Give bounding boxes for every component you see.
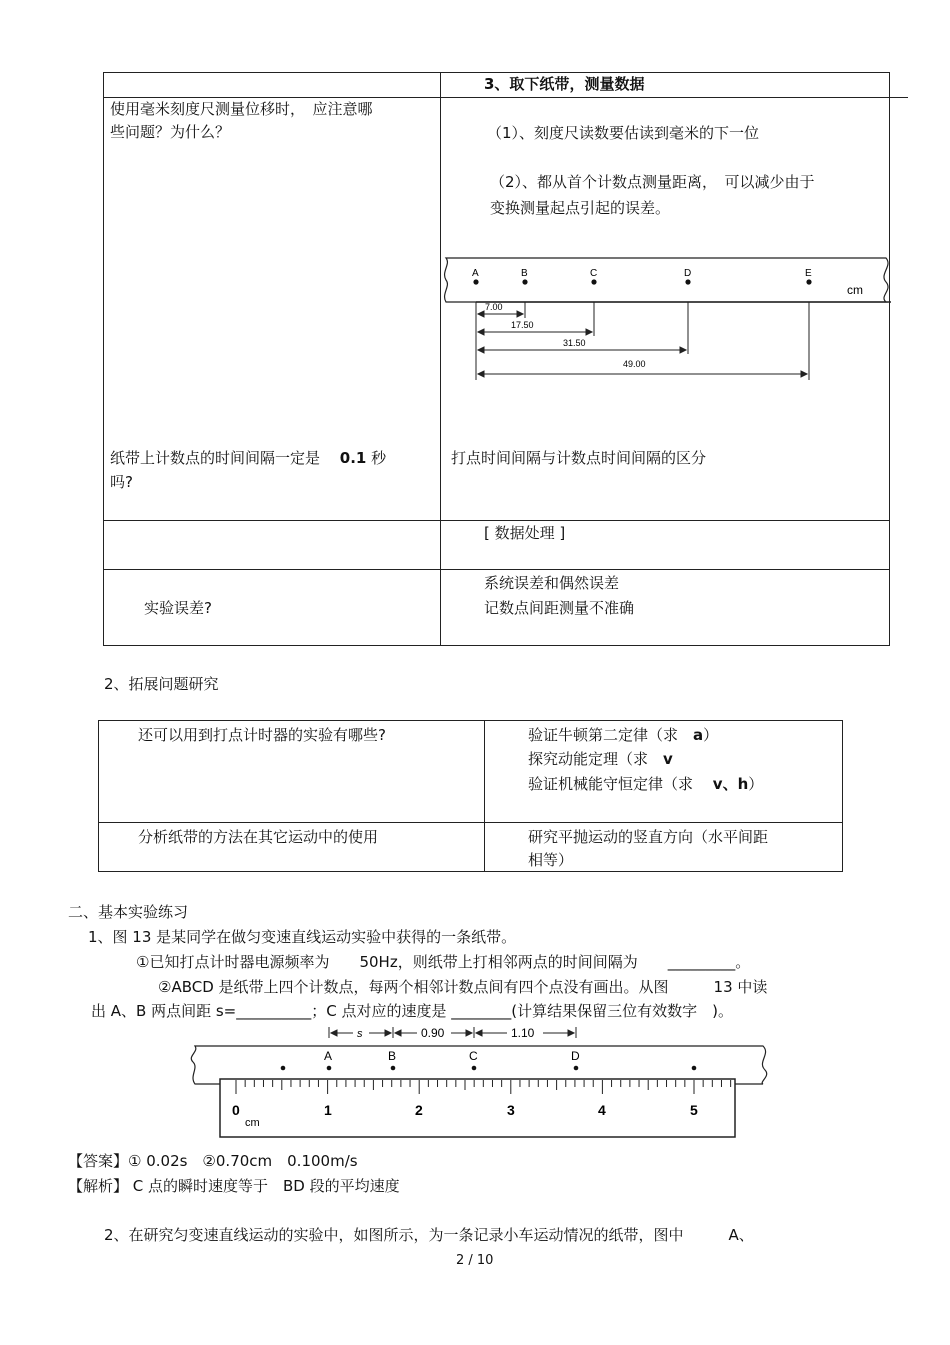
question-error: 实验误差? — [144, 599, 212, 617]
question-interval-line2: 吗? — [110, 473, 133, 491]
figure-label-d: D — [571, 1049, 580, 1063]
tape-unit: cm — [847, 283, 863, 297]
tape-label-b: B — [521, 268, 528, 279]
ruler-label-1: 1 — [324, 1102, 332, 1118]
tape-diagram — [441, 250, 911, 390]
figure-dot-a — [327, 1066, 332, 1071]
step3-title: 3、取下纸带，测量数据 — [484, 75, 645, 93]
question-ruler-line2: 些问题？为什么？ — [110, 123, 231, 141]
exercise-1-line4: 出 A、B 两点间距 s=__________；C 点对应的速度是 ________(计算结果保留三位有效数字 )。 — [91, 1002, 733, 1020]
figure-dot-1 — [281, 1066, 286, 1071]
figure-dot-c — [472, 1066, 477, 1071]
ruler-unit: cm — [245, 1117, 260, 1129]
tape-point-a — [473, 279, 478, 284]
page-number: 2 / 10 — [456, 1253, 494, 1268]
exercise-1-line1: 1、图 13 是某同学在做匀变速直线运动实验中获得的一条纸带。 — [88, 928, 517, 946]
ruler-label-3: 3 — [507, 1102, 515, 1118]
tape-dist-ad: 31.50 — [563, 338, 586, 348]
exercise-2-line1: 2、在研究匀变速直线运动的实验中，如图所示，为一条记录小车运动情况的纸带，图中 A、 — [104, 1226, 754, 1244]
exercise-1-line2: ①已知打点计时器电源频率为 50Hz，则纸带上打相邻两点的时间间隔为 _________。 — [136, 953, 751, 971]
ruler-label-0: 0 — [232, 1102, 240, 1118]
tape-dist-ab: 7.00 — [485, 302, 503, 312]
answer-uses-3: 验证机械能守恒定律（求 v、h） — [528, 775, 764, 793]
tape-dist-ac: 17.50 — [511, 320, 534, 330]
answer-other-line2: 相等） — [528, 851, 574, 869]
tape-label-d: D — [684, 268, 692, 279]
figure-13 — [185, 1024, 775, 1144]
figure-dist-cd: 1.10 — [511, 1026, 535, 1040]
ruler-label-5: 5 — [690, 1102, 698, 1118]
answer-error-line1: 系统误差和偶然误差 — [484, 574, 620, 592]
answer: 【答案】① 0.02s ②0.70cm 0.100m/s — [68, 1152, 358, 1170]
answer-ruler-2-line2: 变换测量起点引起的误差。 — [490, 199, 671, 217]
figure-dist-bc: 0.90 — [421, 1026, 445, 1040]
tape-label-e: E — [805, 268, 812, 279]
ruler-label-2: 2 — [415, 1102, 423, 1118]
figure-s-label: s — [357, 1028, 363, 1040]
question-other-motion: 分析纸带的方法在其它运动中的使用 — [138, 828, 379, 846]
analysis: 【解析】 C 点的瞬时速度等于 BD 段的平均速度 — [68, 1177, 400, 1195]
ruler-label-4: 4 — [598, 1102, 606, 1118]
section-2-title: 2、拓展问题研究 — [104, 675, 219, 693]
ruler — [220, 1079, 735, 1137]
answer-interval: 打点时间间隔与计数点时间间隔的区分 — [451, 449, 707, 467]
part-2-title: 二、基本实验练习 — [68, 903, 189, 921]
tape-label-a: A — [472, 268, 479, 279]
answer-ruler-1: （1）、刻度尺读数要估读到毫米的下一位 — [487, 124, 760, 142]
question-interval: 纸带上计数点的时间间隔一定是 0.1 秒 — [110, 449, 387, 467]
figure-dot-6 — [692, 1066, 697, 1071]
tape-dist-ae: 49.00 — [623, 359, 646, 369]
tape-point-c — [591, 279, 596, 284]
figure-dot-b — [391, 1066, 396, 1071]
tape-point-e — [806, 279, 811, 284]
answer-other-line1: 研究平抛运动的竖直方向（水平间距 — [528, 828, 769, 846]
figure-label-c: C — [469, 1049, 478, 1063]
answer-uses-2: 探究动能定理（求 v — [528, 750, 673, 768]
figure-label-a: A — [324, 1049, 333, 1063]
figure-dot-d — [574, 1066, 579, 1071]
tape-point-b — [522, 279, 527, 284]
answer-error-line2: 记数点间距测量不准确 — [484, 599, 635, 617]
answer-ruler-2-line1: （2）、都从首个计数点测量距离， 可以减少由于 — [490, 173, 815, 191]
exercise-1-line3: ②ABCD 是纸带上四个计数点，每两个相邻计数点间有四个点没有画出。从图 13 中读 — [158, 978, 768, 996]
question-uses: 还可以用到打点计时器的实验有哪些? — [138, 726, 386, 744]
figure-label-b: B — [388, 1049, 397, 1063]
answer-uses-1: 验证牛顿第二定律（求 a） — [528, 726, 719, 744]
question-ruler-line1: 使用毫米刻度尺测量位移时， 应注意哪 — [110, 100, 373, 118]
tape-label-c: C — [590, 268, 598, 279]
data-processing-label: [ 数据处理 ] — [484, 524, 566, 542]
tape-point-d — [685, 279, 690, 284]
